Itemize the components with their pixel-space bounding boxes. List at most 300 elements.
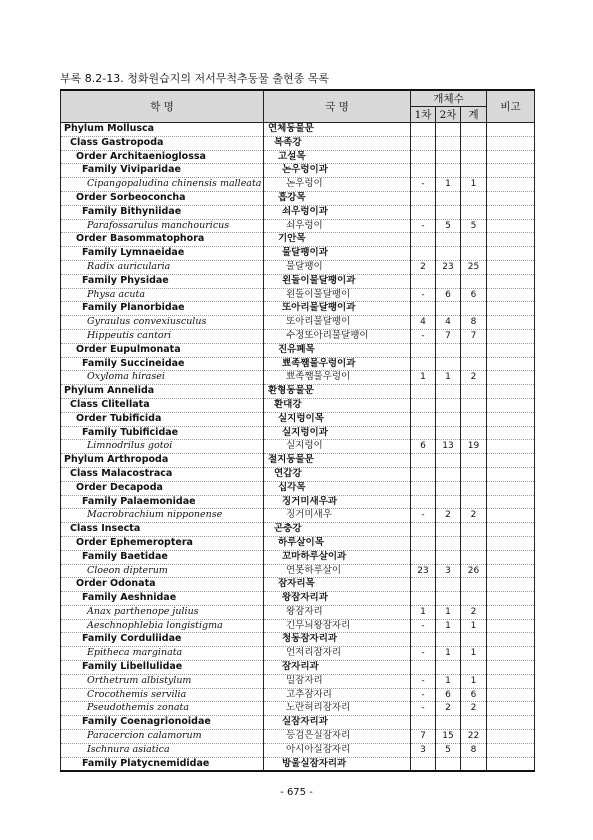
second-survey-count (436, 536, 461, 550)
second-survey-count: 1 (436, 605, 461, 619)
second-survey-count (436, 426, 461, 440)
korean-name-cell: 아시아실잠자리 (264, 743, 411, 757)
remarks-cell (487, 274, 535, 288)
table-row (61, 536, 535, 550)
korean-name-cell: 기안목 (264, 233, 411, 247)
scientific-name-cell: Order Sorbeoconcha (61, 191, 264, 205)
table-row (61, 288, 535, 302)
scientific-name-cell: Limnodrilus gotoi (61, 440, 264, 454)
korean-name-cell: 고설목 (264, 150, 411, 164)
second-survey-count: 23 (436, 260, 461, 274)
scientific-name-cell: Family Lymnaeidae (61, 247, 264, 261)
first-survey-count: - (411, 288, 436, 302)
remarks-cell (487, 178, 535, 192)
table-row (61, 550, 535, 564)
first-survey-count (411, 426, 436, 440)
total-count: 1 (461, 178, 487, 192)
first-survey-count (411, 191, 436, 205)
scientific-name-cell: Order Tubificida (61, 412, 264, 426)
scientific-name-cell: Radix auricularia (61, 260, 264, 274)
scientific-name-cell: Ischnura asiatica (61, 743, 264, 757)
remarks-cell (487, 316, 535, 330)
scientific-name-cell: Family Planorbidae (61, 302, 264, 316)
total-count (461, 247, 487, 261)
second-survey-count (436, 550, 461, 564)
korean-name-cell: 진유폐목 (264, 343, 411, 357)
remarks-cell (487, 219, 535, 233)
total-count (461, 123, 487, 137)
first-survey-count (411, 233, 436, 247)
korean-name-cell: 꼬마하루살이과 (264, 550, 411, 564)
table-row (61, 564, 535, 578)
second-survey-count: 5 (436, 219, 461, 233)
first-survey-count: 7 (411, 730, 436, 744)
korean-name-cell: 환대강 (264, 398, 411, 412)
second-survey-count (436, 164, 461, 178)
total-count (461, 205, 487, 219)
total-count (461, 523, 487, 537)
remarks-cell (487, 398, 535, 412)
total-count: 8 (461, 743, 487, 757)
scientific-name-cell: Class Gastropoda (61, 136, 264, 150)
korean-name-cell: 논우렁이 (264, 178, 411, 192)
total-count (461, 757, 487, 771)
total-count: 1 (461, 619, 487, 633)
korean-name-cell: 연못하루살이 (264, 564, 411, 578)
total-count (461, 716, 487, 730)
total-count: 6 (461, 288, 487, 302)
remarks-cell (487, 605, 535, 619)
table-row (61, 716, 535, 730)
first-survey-count (411, 536, 436, 550)
page-number: - 675 - (280, 787, 313, 798)
first-survey-count (411, 454, 436, 468)
remarks-cell (487, 661, 535, 675)
scientific-name-cell: Phylum Annelida (61, 385, 264, 399)
remarks-cell (487, 426, 535, 440)
second-survey-count (436, 633, 461, 647)
first-survey-count: - (411, 329, 436, 343)
remarks-cell (487, 481, 535, 495)
individuals-header: 개체수 (411, 90, 487, 107)
total-header: 계 (461, 107, 487, 123)
scientific-name-cell: Family Palaemonidae (61, 495, 264, 509)
remarks-cell (487, 302, 535, 316)
scientific-name-cell: Orthetrum albistylum (61, 674, 264, 688)
korean-name-cell: 실지렁이과 (264, 426, 411, 440)
first-survey-count (411, 123, 436, 137)
table-row (61, 578, 535, 592)
total-count: 6 (461, 688, 487, 702)
first-survey-count: - (411, 619, 436, 633)
second-survey-count (436, 205, 461, 219)
table-row (61, 509, 535, 523)
remarks-cell (487, 509, 535, 523)
remarks-cell (487, 191, 535, 205)
first-survey-count (411, 274, 436, 288)
total-count: 26 (461, 564, 487, 578)
first-survey-count (411, 592, 436, 606)
first-survey-count: - (411, 178, 436, 192)
korean-name-cell: 등검은실잠자리 (264, 730, 411, 744)
table-row (61, 136, 535, 150)
second-survey-count (436, 233, 461, 247)
table-row (61, 592, 535, 606)
korean-name-cell: 긴무늬왕잠자리 (264, 619, 411, 633)
first-survey-count (411, 302, 436, 316)
remarks-cell (487, 164, 535, 178)
table-row (61, 757, 535, 771)
table-row (61, 619, 535, 633)
korean-name-cell: 밀잠자리 (264, 674, 411, 688)
korean-name-cell: 논우렁이과 (264, 164, 411, 178)
scientific-name-cell: Class Clitellata (61, 398, 264, 412)
first-survey-count (411, 495, 436, 509)
first-survey-count (411, 757, 436, 771)
remarks-cell (487, 757, 535, 771)
scientific-name-cell: Anax parthenope julius (61, 605, 264, 619)
table-row (61, 605, 535, 619)
second-survey-count: 1 (436, 371, 461, 385)
table-row (61, 178, 535, 192)
korean-name-cell: 방울실잠자리과 (264, 757, 411, 771)
second-survey-count: 13 (436, 440, 461, 454)
total-count (461, 454, 487, 468)
total-count (461, 274, 487, 288)
scientific-name-cell: Family Bithyniidae (61, 205, 264, 219)
scientific-name-cell: Family Viviparidae (61, 164, 264, 178)
species-table (60, 89, 535, 772)
total-count (461, 467, 487, 481)
first-survey-count: - (411, 219, 436, 233)
table-row (61, 260, 535, 274)
total-count: 2 (461, 371, 487, 385)
second-survey-count (436, 467, 461, 481)
korean-name-cell: 물달팽이과 (264, 247, 411, 261)
remarks-cell (487, 550, 535, 564)
scientific-name-cell: Family Libellulidae (61, 661, 264, 675)
first-survey-count (411, 467, 436, 481)
korean-name-cell: 실지렁이목 (264, 412, 411, 426)
total-count: 5 (461, 219, 487, 233)
first-survey-header: 1차 (411, 107, 436, 123)
second-survey-count (436, 302, 461, 316)
korean-name-cell: 환형동물문 (264, 385, 411, 399)
first-survey-count (411, 481, 436, 495)
remarks-cell (487, 647, 535, 661)
total-count: 2 (461, 702, 487, 716)
second-survey-count: 5 (436, 743, 461, 757)
scientific-name-cell: Parafossarulus manchouricus (61, 219, 264, 233)
second-survey-count (436, 150, 461, 164)
table-row (61, 467, 535, 481)
korean-name-cell: 고추잠자리 (264, 688, 411, 702)
remarks-cell (487, 702, 535, 716)
second-survey-count (436, 385, 461, 399)
scientific-name-cell: Family Physidae (61, 274, 264, 288)
table-row (61, 661, 535, 675)
scientific-name-cell: Family Baetidae (61, 550, 264, 564)
scientific-name-cell: Order Ephemeroptera (61, 536, 264, 550)
korean-name-cell: 절지동물문 (264, 454, 411, 468)
remarks-cell (487, 743, 535, 757)
total-count (461, 550, 487, 564)
scientific-name-cell: Aeschnophlebia longistigma (61, 619, 264, 633)
first-survey-count: 6 (411, 440, 436, 454)
scientific-name-cell: Epitheca marginata (61, 647, 264, 661)
remarks-cell (487, 247, 535, 261)
first-survey-count: - (411, 647, 436, 661)
remarks-cell (487, 260, 535, 274)
table-row (61, 412, 535, 426)
first-survey-count: - (411, 674, 436, 688)
table-row (61, 191, 535, 205)
korean-name-cell: 징거미새우 (264, 509, 411, 523)
second-survey-count (436, 592, 461, 606)
total-count: 8 (461, 316, 487, 330)
total-count (461, 592, 487, 606)
total-count (461, 481, 487, 495)
scientific-name-cell: Phylum Arthropoda (61, 454, 264, 468)
second-survey-count: 1 (436, 647, 461, 661)
korean-name-cell: 왕잠자리 (264, 605, 411, 619)
remarks-header: 비고 (487, 90, 535, 123)
remarks-cell (487, 136, 535, 150)
remarks-cell (487, 329, 535, 343)
table-row (61, 743, 535, 757)
scientific-name-cell: Order Odonata (61, 578, 264, 592)
total-count (461, 536, 487, 550)
table-row (61, 329, 535, 343)
korean-name-cell: 잠자리목 (264, 578, 411, 592)
second-survey-count (436, 274, 461, 288)
korean-name-cell: 또아리물달팽이과 (264, 302, 411, 316)
scientific-name-cell: Cloeon dipterum (61, 564, 264, 578)
korean-name-cell: 실지렁이 (264, 440, 411, 454)
total-count: 2 (461, 605, 487, 619)
table-row (61, 398, 535, 412)
total-count (461, 136, 487, 150)
second-survey-count: 4 (436, 316, 461, 330)
table-row (61, 688, 535, 702)
total-count (461, 426, 487, 440)
table-row (61, 357, 535, 371)
remarks-cell (487, 371, 535, 385)
scientific-name-cell: Crocothemis servilia (61, 688, 264, 702)
table-row (61, 426, 535, 440)
first-survey-count: - (411, 688, 436, 702)
total-count (461, 385, 487, 399)
second-survey-count: 1 (436, 619, 461, 633)
total-count: 1 (461, 674, 487, 688)
remarks-cell (487, 205, 535, 219)
remarks-cell (487, 233, 535, 247)
first-survey-count (411, 343, 436, 357)
korean-name-cell: 수정또아리물달팽이 (264, 329, 411, 343)
scientific-name-cell: Order Decapoda (61, 481, 264, 495)
scientific-name-cell: Physa acuta (61, 288, 264, 302)
first-survey-count (411, 398, 436, 412)
korean-name-cell: 곤충강 (264, 523, 411, 537)
first-survey-count: - (411, 702, 436, 716)
second-survey-count (436, 578, 461, 592)
first-survey-count: - (411, 509, 436, 523)
table-row (61, 730, 535, 744)
total-count (461, 495, 487, 509)
korean-name-cell: 또아리물달팽이 (264, 316, 411, 330)
remarks-cell (487, 619, 535, 633)
scientific-name-cell: Class Insecta (61, 523, 264, 537)
remarks-cell (487, 467, 535, 481)
korean-name-cell: 연체동물문 (264, 123, 411, 137)
second-survey-count (436, 343, 461, 357)
second-survey-count: 15 (436, 730, 461, 744)
table-row (61, 674, 535, 688)
remarks-cell (487, 495, 535, 509)
korean-name-cell: 하루살이목 (264, 536, 411, 550)
remarks-cell (487, 150, 535, 164)
table-row (61, 150, 535, 164)
scientific-name-cell: Order Basommatophora (61, 233, 264, 247)
table-row (61, 440, 535, 454)
scientific-name-cell: Family Succineidae (61, 357, 264, 371)
remarks-cell (487, 536, 535, 550)
second-survey-count (436, 136, 461, 150)
total-count (461, 164, 487, 178)
second-survey-count (436, 495, 461, 509)
korean-name-cell: 왼돌이물달팽이 (264, 288, 411, 302)
first-survey-count: 1 (411, 371, 436, 385)
remarks-cell (487, 123, 535, 137)
total-count (461, 302, 487, 316)
second-survey-header: 2차 (436, 107, 461, 123)
table-row (61, 164, 535, 178)
first-survey-count (411, 247, 436, 261)
total-count (461, 412, 487, 426)
scientific-name-cell: Family Corduliidae (61, 633, 264, 647)
total-count (461, 343, 487, 357)
second-survey-count (436, 716, 461, 730)
first-survey-count: 3 (411, 743, 436, 757)
remarks-cell (487, 412, 535, 426)
scientific-name-cell: Family Coenagrionoidae (61, 716, 264, 730)
scientific-name-cell: Family Aeshnidae (61, 592, 264, 606)
table-row (61, 274, 535, 288)
table-row (61, 702, 535, 716)
korean-name-cell: 쇠우렁이과 (264, 205, 411, 219)
second-survey-count: 7 (436, 329, 461, 343)
scientific-name-cell: Paracercion calamorum (61, 730, 264, 744)
korean-name-cell: 흡강목 (264, 191, 411, 205)
scientific-name-cell: Macrobrachium nipponense (61, 509, 264, 523)
korean-name-cell: 언저리잠자리 (264, 647, 411, 661)
total-count: 7 (461, 329, 487, 343)
korean-name-cell: 실잠자리과 (264, 716, 411, 730)
remarks-cell (487, 343, 535, 357)
total-count: 25 (461, 260, 487, 274)
korean-name-cell: 복족강 (264, 136, 411, 150)
scientific-name-cell: Family Platycnemididae (61, 757, 264, 771)
total-count: 1 (461, 647, 487, 661)
remarks-cell (487, 578, 535, 592)
total-count (461, 191, 487, 205)
first-survey-count (411, 633, 436, 647)
first-survey-count (411, 357, 436, 371)
first-survey-count: 1 (411, 605, 436, 619)
table-row (61, 523, 535, 537)
total-count (461, 398, 487, 412)
scientific-name-cell: Order Eupulmonata (61, 343, 264, 357)
second-survey-count: 6 (436, 688, 461, 702)
total-count: 22 (461, 730, 487, 744)
scientific-name-cell: Order Architaenioglossa (61, 150, 264, 164)
korean-name-cell: 물달팽이 (264, 260, 411, 274)
first-survey-count (411, 150, 436, 164)
table-row (61, 633, 535, 647)
remarks-cell (487, 440, 535, 454)
second-survey-count: 6 (436, 288, 461, 302)
table-row (61, 302, 535, 316)
korean-name-cell: 잠자리과 (264, 661, 411, 675)
total-count (461, 633, 487, 647)
first-survey-count (411, 412, 436, 426)
korean-name-cell: 뾰족쨈물우렁이 (264, 371, 411, 385)
total-count (461, 578, 487, 592)
scientific-name-cell: Hippeutis cantori (61, 329, 264, 343)
scientific-name-cell: Oxyloma hirasei (61, 371, 264, 385)
korean-name-cell: 쇠우렁이 (264, 219, 411, 233)
scientific-name-cell: Class Malacostraca (61, 467, 264, 481)
first-survey-count (411, 716, 436, 730)
remarks-cell (487, 633, 535, 647)
korean-name-cell: 왼돌이물달팽이과 (264, 274, 411, 288)
korean-name-cell: 노란허리잠자리 (264, 702, 411, 716)
table-row (61, 316, 535, 330)
total-count (461, 233, 487, 247)
remarks-cell (487, 564, 535, 578)
second-survey-count (436, 661, 461, 675)
second-survey-count (436, 247, 461, 261)
first-survey-count (411, 205, 436, 219)
table-row (61, 343, 535, 357)
first-survey-count (411, 164, 436, 178)
first-survey-count: 4 (411, 316, 436, 330)
scientific-name-cell: Gyraulus convexiusculus (61, 316, 264, 330)
remarks-cell (487, 730, 535, 744)
first-survey-count (411, 136, 436, 150)
table-row (61, 495, 535, 509)
korean-name-cell: 연갑강 (264, 467, 411, 481)
table-row (61, 481, 535, 495)
second-survey-count (436, 454, 461, 468)
total-count (461, 661, 487, 675)
table-row (61, 205, 535, 219)
remarks-cell (487, 357, 535, 371)
remarks-cell (487, 688, 535, 702)
scientific-name-header: 학 명 (61, 90, 264, 123)
second-survey-count (436, 191, 461, 205)
table-row (61, 647, 535, 661)
korean-name-cell: 뾰족쨈물우렁이과 (264, 357, 411, 371)
second-survey-count: 1 (436, 674, 461, 688)
first-survey-count (411, 550, 436, 564)
table-row (61, 123, 535, 137)
remarks-cell (487, 716, 535, 730)
first-survey-count: 2 (411, 260, 436, 274)
total-count (461, 150, 487, 164)
table-row (61, 219, 535, 233)
table-row (61, 454, 535, 468)
